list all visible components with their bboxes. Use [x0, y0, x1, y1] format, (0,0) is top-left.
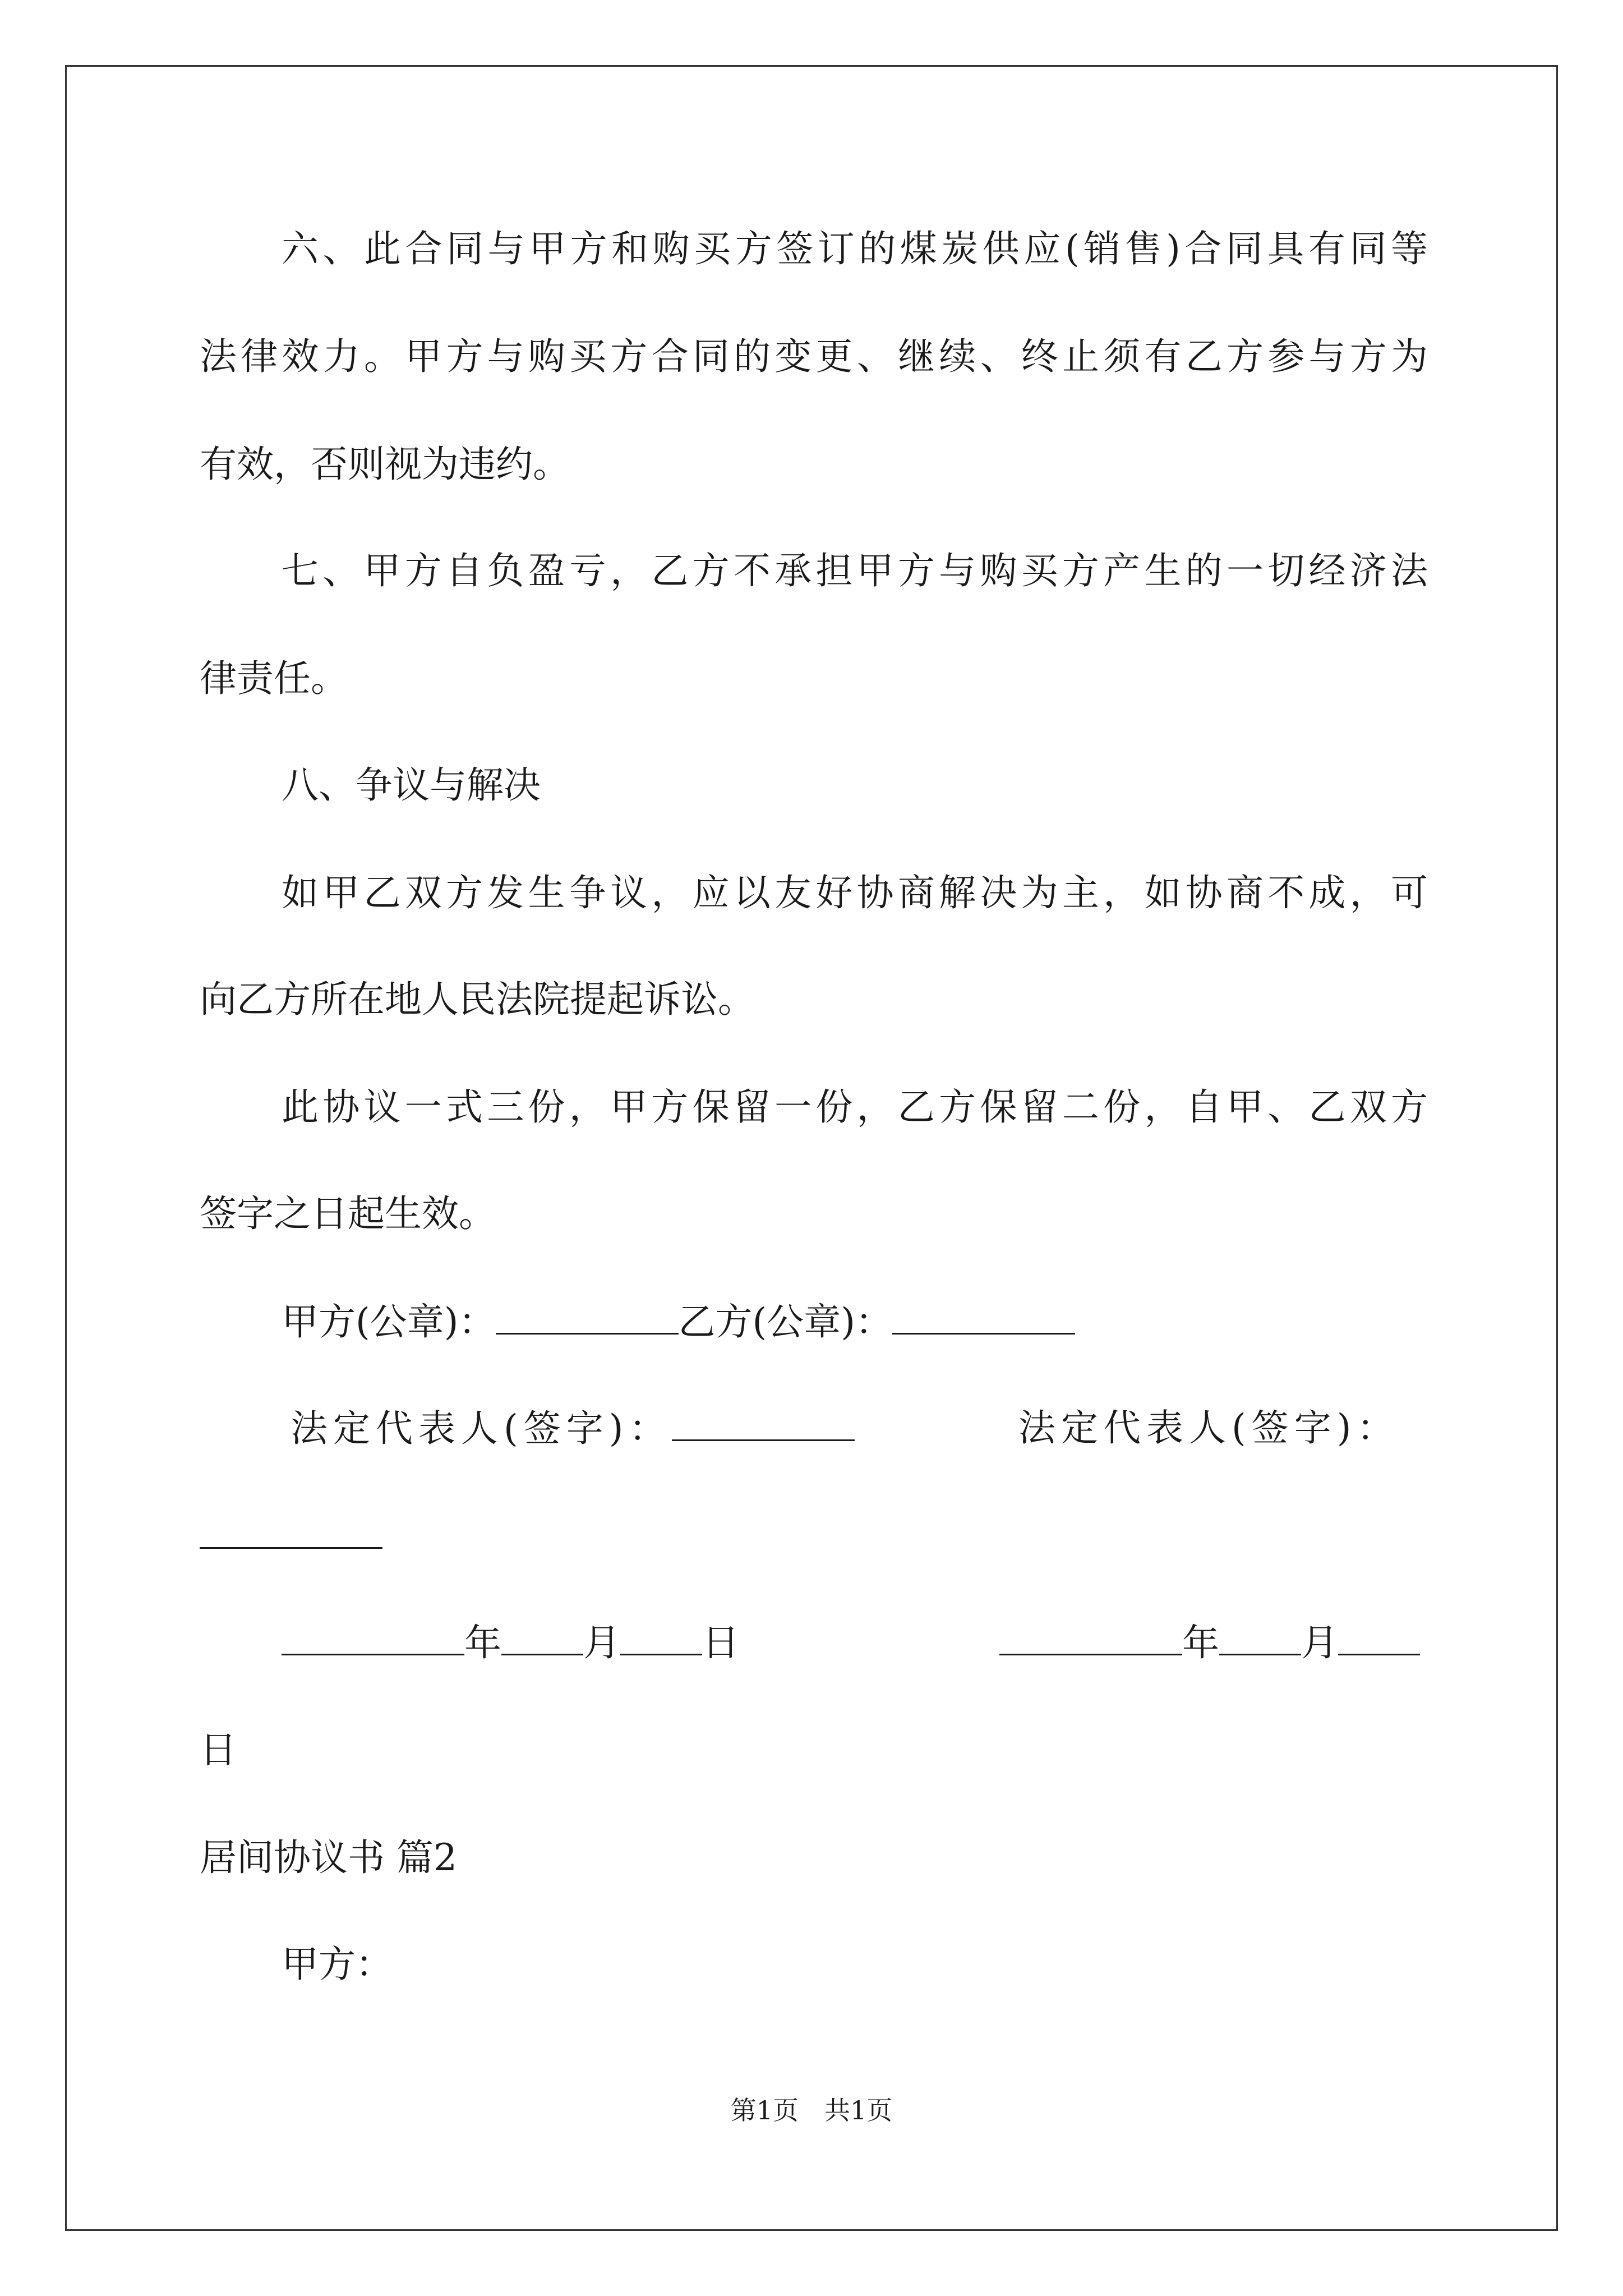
date-b-month-blank[interactable]	[1219, 1620, 1301, 1655]
rep-a	[291, 1406, 855, 1451]
page-number-footer: 第1页 共1页	[730, 2095, 893, 2125]
rep-b-blank[interactable]	[200, 1513, 382, 1549]
date-a-day-label: 日	[702, 1621, 739, 1664]
date-b-month-label: 月	[1301, 1621, 1338, 1664]
date-a-year-label: 年	[464, 1621, 501, 1664]
seal-b-blank[interactable]	[892, 1299, 1075, 1335]
copies-line-2: 签字之日起生效。	[200, 1192, 496, 1235]
page-border	[65, 65, 1558, 2231]
seal-a-label: 甲方(公章)：	[282, 1300, 496, 1343]
rep-a-label: 法定代表人(签字)：	[291, 1407, 672, 1450]
seal-a-blank[interactable]	[496, 1299, 679, 1335]
date-b-year-label: 年	[1182, 1621, 1219, 1664]
section-2-title: 居间协议书 篇2	[200, 1836, 457, 1879]
copies-line-1: 此协议一式三份，甲方保留一份，乙方保留二份，自甲、乙双方	[282, 1085, 1428, 1129]
seal-b-label: 乙方(公章)：	[678, 1300, 892, 1343]
clause-6-line-1: 六、此合同与甲方和购买方签订的煤炭供应(销售)合同具有同等	[282, 227, 1428, 270]
rep-b-label: 法定代表人(签字)：	[1018, 1406, 1400, 1450]
party-a-label: 甲方：	[282, 1943, 393, 1986]
clause-8-line-2: 向乙方所在地人民法院提起诉讼。	[200, 978, 755, 1021]
rep-b-blank-row	[200, 1513, 382, 1559]
date-b-day-blank[interactable]	[1338, 1620, 1420, 1655]
date-a-year-blank[interactable]	[282, 1620, 464, 1655]
date-b-day-label: 日	[200, 1728, 237, 1772]
clause-8-line-1: 如甲乙双方发生争议，应以友好协商解决为主，如协商不成，可	[282, 871, 1428, 914]
clause-8-title: 八、争议与解决	[282, 763, 541, 807]
clause-6-line-2: 法律效力。甲方与购买方合同的变更、继续、终止须有乙方参与方为	[200, 335, 1428, 378]
date-a-month-blank[interactable]	[501, 1620, 583, 1655]
rep-a-blank[interactable]	[672, 1406, 855, 1441]
date-a-day-blank[interactable]	[620, 1620, 702, 1655]
date-b-year-blank[interactable]	[999, 1620, 1182, 1655]
date-a-row	[282, 1620, 739, 1665]
seal-row	[282, 1299, 1075, 1345]
date-a-month-label: 月	[583, 1621, 620, 1664]
clause-6-line-3: 有效，否则视为违约。	[200, 443, 570, 486]
clause-7-line-1: 七、甲方自负盈亏，乙方不承担甲方与购买方产生的一切经济法	[282, 549, 1428, 592]
date-b-row	[999, 1620, 1420, 1665]
clause-7-line-2: 律责任。	[200, 657, 348, 700]
